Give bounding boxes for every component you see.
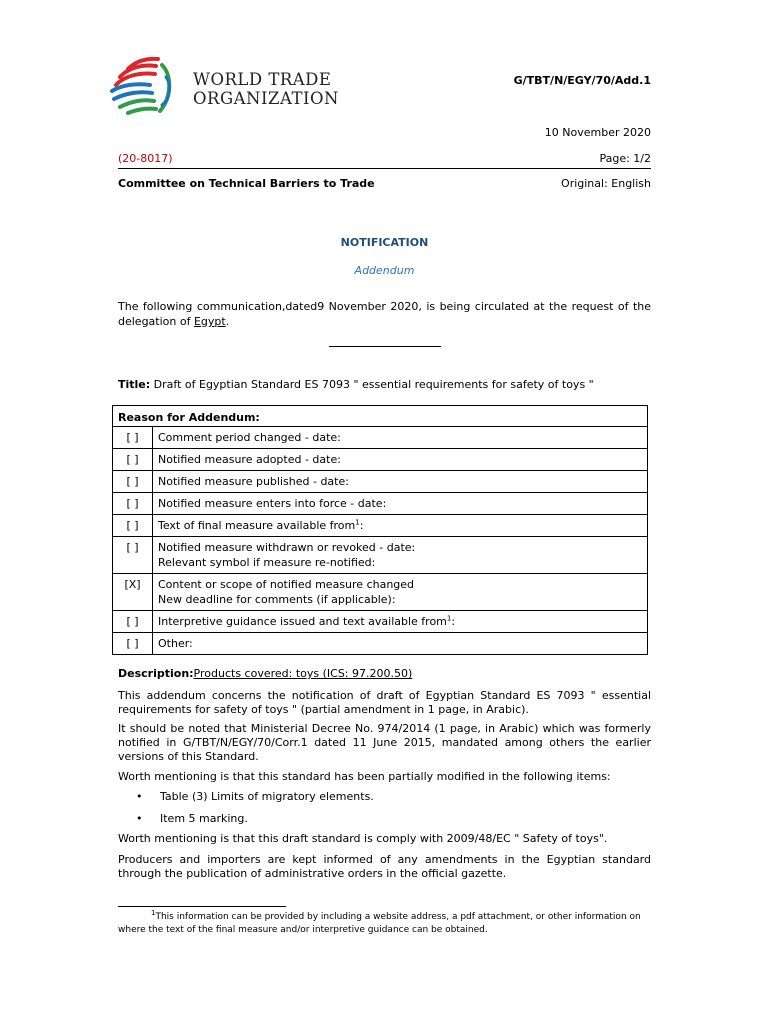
products-covered: Products covered: toys (ICS: 97.200.50) (193, 667, 413, 680)
title-text: Draft of Egyptian Standard ES 7093 " essential requirements for safety of toys " (150, 378, 594, 391)
intro-paragraph (118, 299, 651, 329)
page-number: Page: 1/2 (599, 152, 651, 165)
footnote-divider (118, 906, 286, 907)
list-item-text: Table (3) Limits of migratory elements. (160, 790, 374, 803)
checkbox: [ ] (113, 515, 153, 537)
checkbox: [ ] (113, 537, 153, 574)
description-paragraph: Worth mentioning is that this standard has been partially modified in the following items: (118, 770, 611, 783)
original-language: Original: English (561, 177, 651, 190)
addendum-subheading: Addendum (354, 264, 415, 277)
footnote-ref: 1 (446, 614, 452, 623)
notification-heading: NOTIFICATION (340, 236, 429, 249)
table-row (113, 611, 648, 633)
checkbox: [ ] (113, 633, 153, 655)
reason-label: Comment period changed - date: (153, 427, 648, 449)
reason-label: Notified measure adopted - date: (153, 449, 648, 471)
checkbox: [ ] (113, 611, 153, 633)
org-name-line2: ORGANIZATION (193, 89, 339, 108)
wto-logo-icon (106, 55, 190, 119)
table-row (113, 493, 648, 515)
header-divider (118, 168, 651, 169)
intro-country: Egypt (193, 315, 226, 328)
reason-table (112, 405, 648, 655)
reason-label-tail: : (451, 615, 456, 628)
table-row (113, 515, 648, 537)
table-row (113, 574, 648, 611)
footnote-text: This information can be provided by including a website address, a pdf attachment, or other information on where the text of the final measure and/or interpretive guidance can be obtained. (118, 912, 641, 935)
description-label: Description: (118, 667, 194, 680)
title-label: Title: (118, 378, 151, 391)
committee-name: Committee on Technical Barriers to Trade (118, 177, 375, 190)
reason-label: Notified measure published - date: (153, 471, 648, 493)
intro-end: . (225, 315, 230, 328)
footnote-mark: 1 (151, 909, 156, 917)
checkbox: [ ] (113, 449, 153, 471)
description-paragraph: This addendum concerns the notification of draft of Egyptian Standard ES 7093 " essential requirements for safety of toys " (partial amendment in 1 page, in Arabic). (118, 689, 651, 716)
footnote-ref: 1 (355, 518, 360, 527)
separator-line (329, 346, 441, 347)
reason-cell (153, 574, 648, 611)
table-row (113, 449, 648, 471)
document-number: (20-8017) (118, 152, 173, 165)
reason-cell (153, 611, 648, 633)
title-line (118, 378, 651, 391)
reason-header: Reason for Addendum: (113, 406, 648, 427)
intro-text: The following communication,dated9 November 2020, is being circulated at the request of the delegation of (118, 300, 651, 328)
reason-label: Other: (153, 633, 648, 655)
checkbox: [ ] (113, 493, 153, 515)
reason-sublabel: Relevant symbol if measure re-notified: (158, 556, 376, 569)
document-date: 10 November 2020 (544, 126, 651, 139)
reason-label-tail: : (359, 519, 364, 532)
reason-label: Notified measure enters into force - date: (153, 493, 648, 515)
wto-logo (106, 55, 346, 119)
list-item-text: Item 5 marking. (160, 812, 248, 825)
document-symbol: G/TBT/N/EGY/70/Add.1 (513, 74, 651, 87)
reason-label: Text of final measure available from (158, 519, 356, 532)
reason-sublabel: New deadline for comments (if applicable): (158, 593, 396, 606)
table-row (113, 537, 648, 574)
org-name-line1: WORLD TRADE (193, 70, 332, 89)
reason-cell (153, 515, 648, 537)
table-row (113, 427, 648, 449)
checkbox: [X] (113, 574, 153, 611)
bullet-icon: • (136, 812, 143, 825)
description-paragraph: It should be noted that Ministerial Decree No. 974/2014 (1 page, in Arabic) which was formerly notified in G/TBT/N/EGY/70/Corr.1 dated 11 June 2015, mandated among others the earlier versions of this Standard. (118, 722, 651, 763)
table-row (113, 633, 648, 655)
description-paragraph: Producers and importers are kept informed of any amendments in the Egyptian standard through the publication of administrative orders in the official gazette. (118, 853, 651, 880)
bullet-icon: • (136, 790, 143, 803)
reason-label: Content or scope of notified measure changed (158, 578, 415, 591)
checkbox: [ ] (113, 471, 153, 493)
description-paragraph: Worth mentioning is that this draft standard is comply with 2009/48/EC " Safety of toys". (118, 832, 608, 845)
reason-label: Interpretive guidance issued and text available from (158, 615, 447, 628)
table-row (113, 471, 648, 493)
reason-cell (153, 537, 648, 574)
footnote (118, 911, 651, 937)
reason-label: Notified measure withdrawn or revoked - date: (158, 541, 416, 554)
checkbox: [ ] (113, 427, 153, 449)
description-line (118, 667, 651, 680)
